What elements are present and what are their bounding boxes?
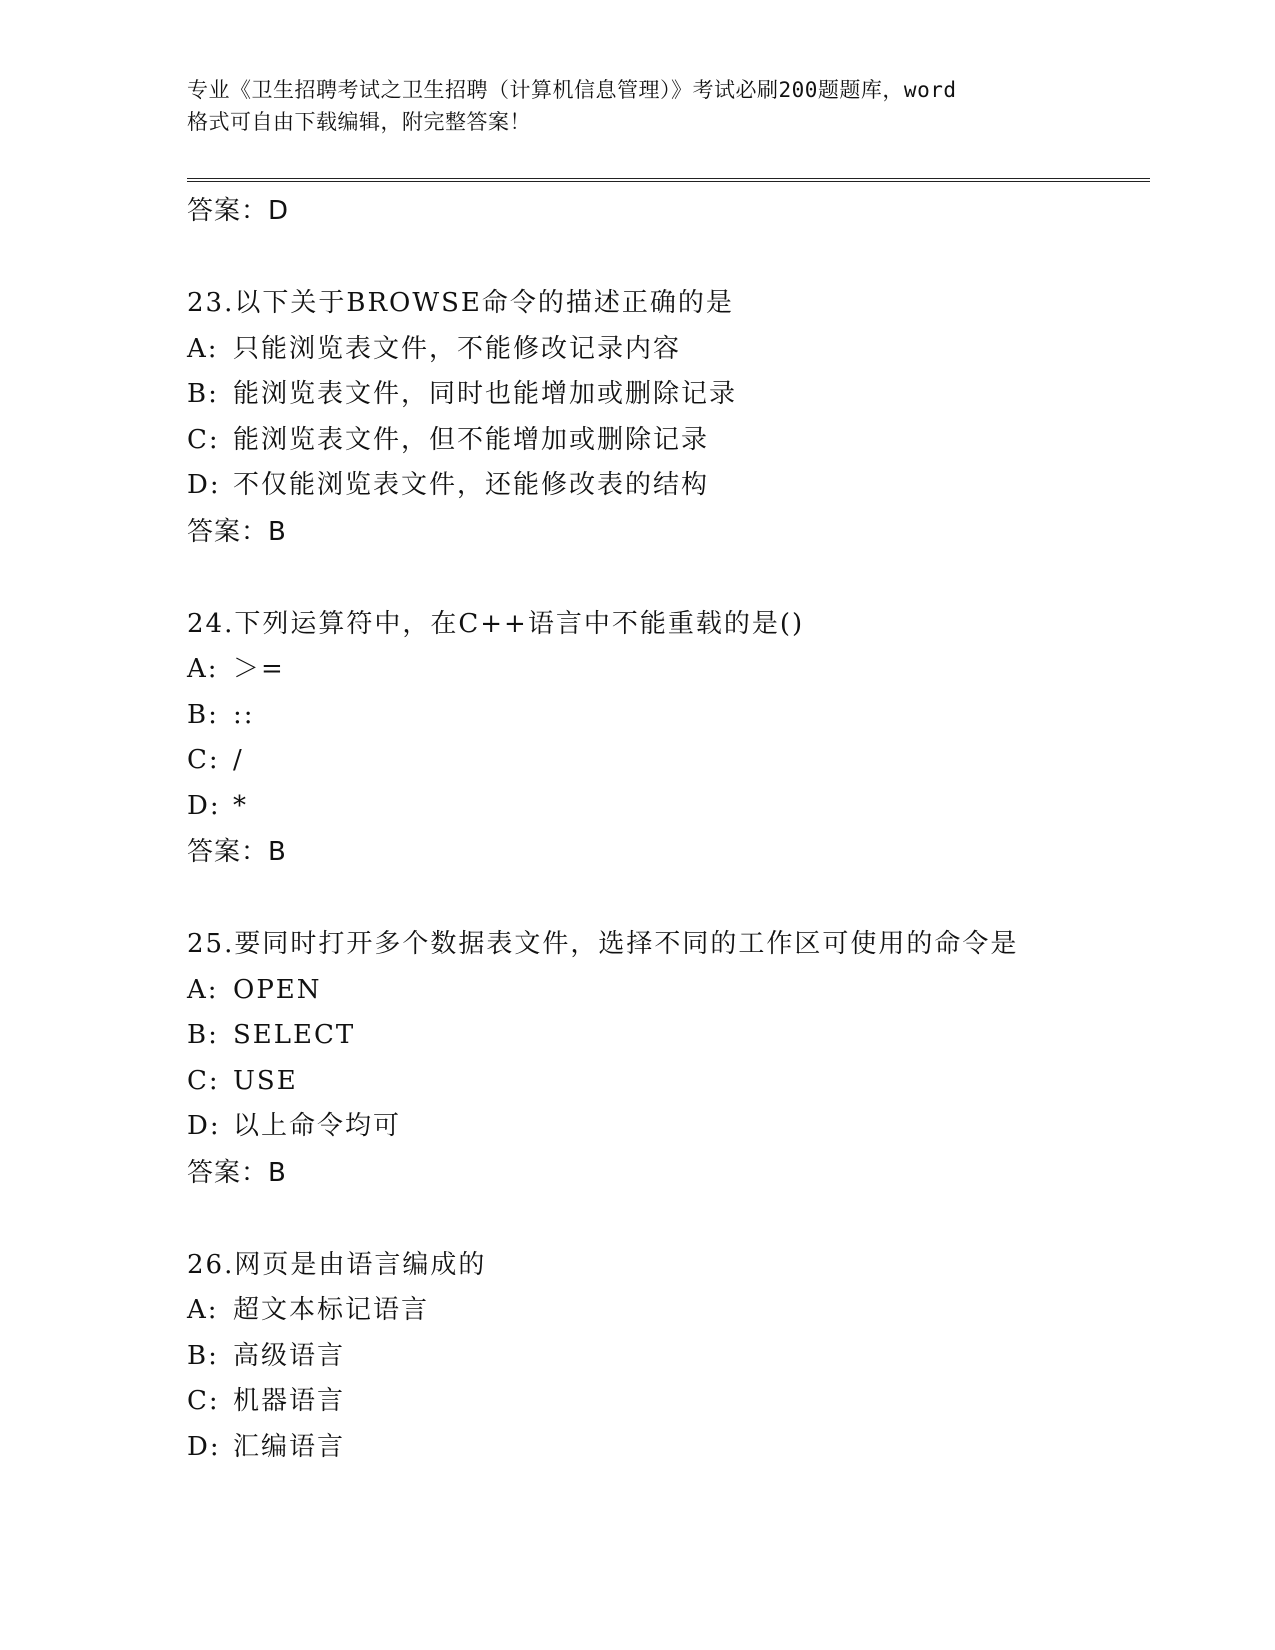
option-label: A: [187,654,219,684]
option-c [187,1379,1150,1425]
option-label: B: [187,1340,219,1371]
option-label: C: [187,1386,220,1416]
option-text: 机器语言 [233,1386,346,1416]
option-label: C: [187,424,220,455]
option-label: B: [187,1020,219,1050]
question-24 [187,602,1150,876]
header-divider [187,178,1150,182]
option-text: 能浏览表文件，但不能增加或删除记录 [233,424,710,455]
option-a [187,327,1150,373]
question-stem: 26.网页是由语言编成的 [187,1249,487,1280]
option-text: ＞= [233,654,285,684]
page-header [187,74,1087,138]
answer: 答案：B [187,1157,287,1188]
question-list [187,188,1150,1517]
option-text: 高级语言 [233,1340,346,1371]
option-text: USE [233,1065,298,1096]
question-25 [187,922,1150,1196]
option-b [187,372,1150,418]
option-text: 能浏览表文件，同时也能增加或删除记录 [233,379,738,409]
option-text: SELECT [233,1020,356,1050]
question-stem: 25.要同时打开多个数据表文件，选择不同的工作区可使用的命令是 [187,929,1019,959]
option-d [187,1104,1150,1150]
option-text: 超文本标记语言 [233,1295,430,1325]
option-text: 只能浏览表文件，不能修改记录内容 [233,333,682,364]
option-a [187,968,1150,1014]
option-a [187,1288,1150,1334]
option-text: / [233,745,244,775]
option-label: C: [187,745,220,775]
option-label: A: [187,974,219,1005]
option-label: B: [187,699,219,730]
previous-answer: 答案：D [187,196,290,226]
option-d [187,784,1150,830]
option-label: D: [187,470,221,500]
option-b [187,1013,1150,1059]
option-b [187,1334,1150,1380]
option-label: D: [187,1431,221,1462]
answer: 答案：B [187,837,287,867]
option-text: * [233,790,248,821]
option-c [187,418,1150,464]
option-text: OPEN [233,974,322,1005]
option-text: :: [233,699,255,730]
question-26 [187,1243,1150,1471]
option-text: 以上命令均可 [233,1111,402,1141]
option-label: D: [187,790,221,821]
question-23 [187,281,1150,555]
option-c [187,738,1150,784]
option-text: 不仅能浏览表文件，还能修改表的结构 [233,470,710,500]
option-d [187,463,1150,509]
option-label: B: [187,379,219,409]
header-line-2: 格式可自由下载编辑，附完整答案！ [187,110,531,134]
option-label: C: [187,1065,220,1096]
question-stem: 24.下列运算符中，在C++语言中不能重载的是() [187,608,805,639]
answer: 答案：B [187,516,287,547]
option-label: A: [187,1295,219,1325]
option-a [187,647,1150,693]
option-text: 汇编语言 [233,1431,346,1462]
option-label: A: [187,333,219,364]
option-c [187,1059,1150,1105]
option-d [187,1425,1150,1471]
question-stem: 23.以下关于BROWSE命令的描述正确的是 [187,288,734,318]
option-label: D: [187,1111,221,1141]
option-b [187,693,1150,739]
header-line-1: 专业《卫生招聘考试之卫生招聘（计算机信息管理）》考试必刷200题题库，word [187,78,957,102]
